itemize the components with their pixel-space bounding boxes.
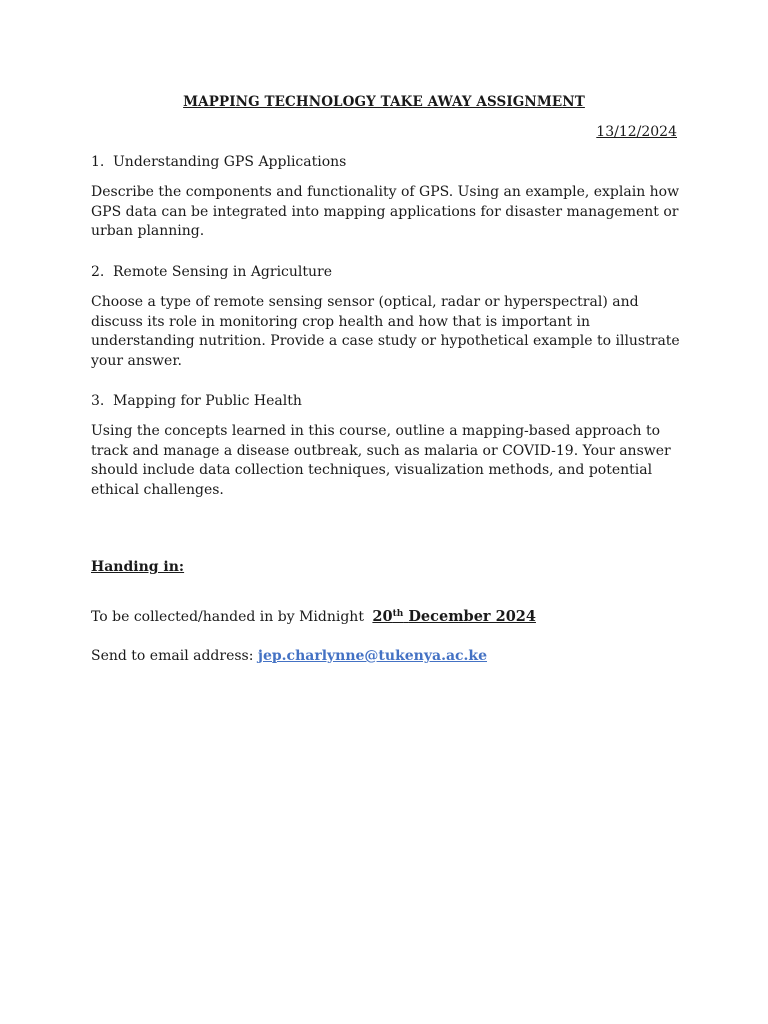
question-3-heading [91,393,302,409]
page-title: MAPPING TECHNOLOGY TAKE AWAY ASSIGNMENT [183,94,585,110]
deadline-line [91,608,536,625]
question-2-heading [91,264,332,280]
email-prefix: Send to email address: [91,648,254,664]
question-3-title: Mapping for Public Health [113,393,302,409]
question-1-title: Understanding GPS Applications [113,154,347,170]
question-3-number: 3. [91,393,105,409]
question-2-body: Choose a type of remote sensing sensor (optical, radar or hyperspectral) and discuss its role in monitoring crop health and how that is important in understanding nutrition. Provide a case study or hypothetical example to illustrate your answer. [91,294,680,369]
deadline-prefix: To be collected/handed in by Midnight [91,609,364,625]
question-3-body: Using the concepts learned in this course, outline a mapping-based approach to track and manage a disease outbreak, such as malaria or COVID-19. Your answer should include data collection techniques, visualization methods, and potential ethical challenges. [91,423,671,498]
handing-in-label: Handing in: [91,559,185,575]
deadline-day-suffix: th [392,609,404,619]
assignment-date: 13/12/2024 [596,124,677,140]
question-1-body: Describe the components and functionality of GPS. Using an example, explain how GPS data can be integrated into mapping applications for disaster management or urban planning. [91,184,680,239]
email-line [91,648,487,664]
question-2-number: 2. [91,264,105,280]
question-1-number: 1. [91,154,105,170]
question-1-heading [91,154,346,170]
deadline-month-year: December 2024 [408,608,536,625]
email-link[interactable]: jep.charlynne@tukenya.ac.ke [257,648,488,664]
question-2-title: Remote Sensing in Agriculture [113,264,333,280]
deadline-day: 20 [372,608,393,625]
deadline-date [372,608,536,625]
